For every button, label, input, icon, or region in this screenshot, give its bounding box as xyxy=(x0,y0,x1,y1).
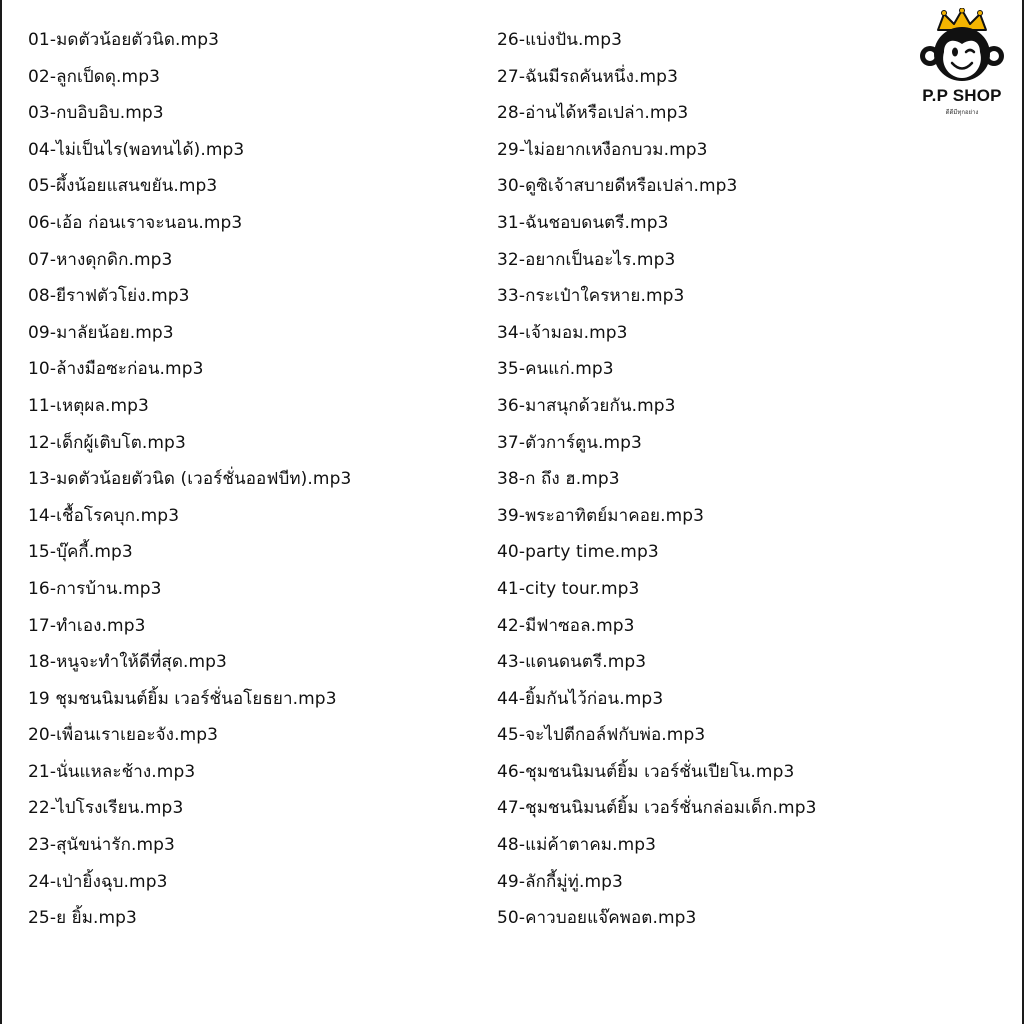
track-item: 31-ฉันชอบดนตรี.mp3 xyxy=(497,212,669,233)
track-item: 04-ไม่เป็นไร(พอทนได้).mp3 xyxy=(28,139,245,160)
track-item: 09-มาลัยน้อย.mp3 xyxy=(28,322,174,343)
track-item: 14-เชื้อโรคบุก.mp3 xyxy=(28,505,180,526)
track-item: 27-ฉันมีรถคันหนึ่ง.mp3 xyxy=(497,66,678,87)
track-item: 29-ไม่อยากเหงือกบวม.mp3 xyxy=(497,139,708,160)
track-item: 41-city tour.mp3 xyxy=(497,578,640,599)
track-item: 42-มีฟาซอล.mp3 xyxy=(497,615,635,636)
track-item: 24-เป่ายิ้งฉุบ.mp3 xyxy=(28,871,168,892)
track-item: 23-สุนัขน่ารัก.mp3 xyxy=(28,835,175,856)
track-item: 26-แบ่งปัน.mp3 xyxy=(497,30,622,50)
track-item: 17-ทำเอง.mp3 xyxy=(28,615,146,636)
track-item: 07-หางดุกดิก.mp3 xyxy=(28,249,173,270)
track-item: 01-มดตัวน้อยตัวนิด.mp3 xyxy=(28,30,220,50)
track-item: 13-มดตัวน้อยตัวนิด (เวอร์ชั่นออฟบีท).mp3 xyxy=(28,469,352,490)
track-item: 38-ก ถึง ฮ.mp3 xyxy=(497,469,620,490)
track-item: 25-ย ยิ้ม.mp3 xyxy=(28,908,137,929)
brand-tagline: ดีดีมีทุกอย่าง xyxy=(945,109,979,116)
track-item: 12-เด็กผู้เติบโต.mp3 xyxy=(28,432,186,453)
track-item: 16-การบ้าน.mp3 xyxy=(28,578,162,599)
track-item: 08-ยีราฟตัวโย่ง.mp3 xyxy=(28,286,190,307)
track-item: 48-แม่ค้าตาคม.mp3 xyxy=(497,835,657,856)
brand-name: P.P SHOP xyxy=(922,86,1002,105)
track-item: 45-จะไปตีกอล์ฟกับพ่อ.mp3 xyxy=(497,725,706,746)
monkey-crown-logo-icon xyxy=(914,8,1010,88)
track-item: 21-นั่นแหละช้าง.mp3 xyxy=(28,761,196,782)
track-item: 02-ลูกเป็ดดุ.mp3 xyxy=(28,66,161,87)
track-item: 47-ชุมชนนิมนต์ยิ้ม เวอร์ชั่นกล่อมเด็ก.mp3 xyxy=(497,798,817,819)
track-item: 11-เหตุผล.mp3 xyxy=(28,395,149,416)
track-item: 28-อ่านได้หรือเปล่า.mp3 xyxy=(497,103,689,124)
track-item: 50-คาวบอยแจ๊คพอต.mp3 xyxy=(497,908,697,929)
track-item: 18-หนูจะทำให้ดีที่สุด.mp3 xyxy=(28,652,227,673)
track-item: 20-เพื่อนเราเยอะจัง.mp3 xyxy=(28,725,219,746)
track-item: 22-ไปโรงเรียน.mp3 xyxy=(28,798,184,819)
track-item: 10-ล้างมือซะก่อน.mp3 xyxy=(28,359,204,380)
track-item: 39-พระอาทิตย์มาคอย.mp3 xyxy=(497,505,705,526)
track-item: 36-มาสนุกด้วยกัน.mp3 xyxy=(497,395,676,416)
track-item: 32-อยากเป็นอะไร.mp3 xyxy=(497,249,676,270)
track-item: 43-แดนดนตรี.mp3 xyxy=(497,652,647,673)
track-item: 46-ชุมชนนิมนต์ยิ้ม เวอร์ชั่นเปียโน.mp3 xyxy=(497,761,795,782)
track-item: 49-ลักกี้มู่ทู่.mp3 xyxy=(497,871,623,892)
track-list-right xyxy=(497,22,917,937)
track-item: 05-ผึ้งน้อยแสนขยัน.mp3 xyxy=(28,176,218,197)
track-item: 03-กบอิบอิบ.mp3 xyxy=(28,103,164,124)
track-item: 37-ตัวการ์ตูน.mp3 xyxy=(497,432,642,453)
track-item: 40-party time.mp3 xyxy=(497,542,659,563)
track-item: 33-กระเป๋าใครหาย.mp3 xyxy=(497,286,685,307)
track-item: 06-เอ้อ ก่อนเราจะนอน.mp3 xyxy=(28,212,243,233)
track-item: 30-ดูซิเจ้าสบายดีหรือเปล่า.mp3 xyxy=(497,176,738,197)
track-item: 19 ชุมชนนิมนต์ยิ้ม เวอร์ชั่นอโยธยา.mp3 xyxy=(28,688,337,709)
track-item: 34-เจ้ามอม.mp3 xyxy=(497,322,628,343)
track-item: 44-ยิ้มกันไว้ก่อน.mp3 xyxy=(497,688,664,709)
brand-logo xyxy=(914,8,1010,120)
track-list-left xyxy=(28,22,488,937)
track-item: 15-บุ๊คกี้.mp3 xyxy=(28,542,133,563)
track-item: 35-คนแก่.mp3 xyxy=(497,359,614,380)
